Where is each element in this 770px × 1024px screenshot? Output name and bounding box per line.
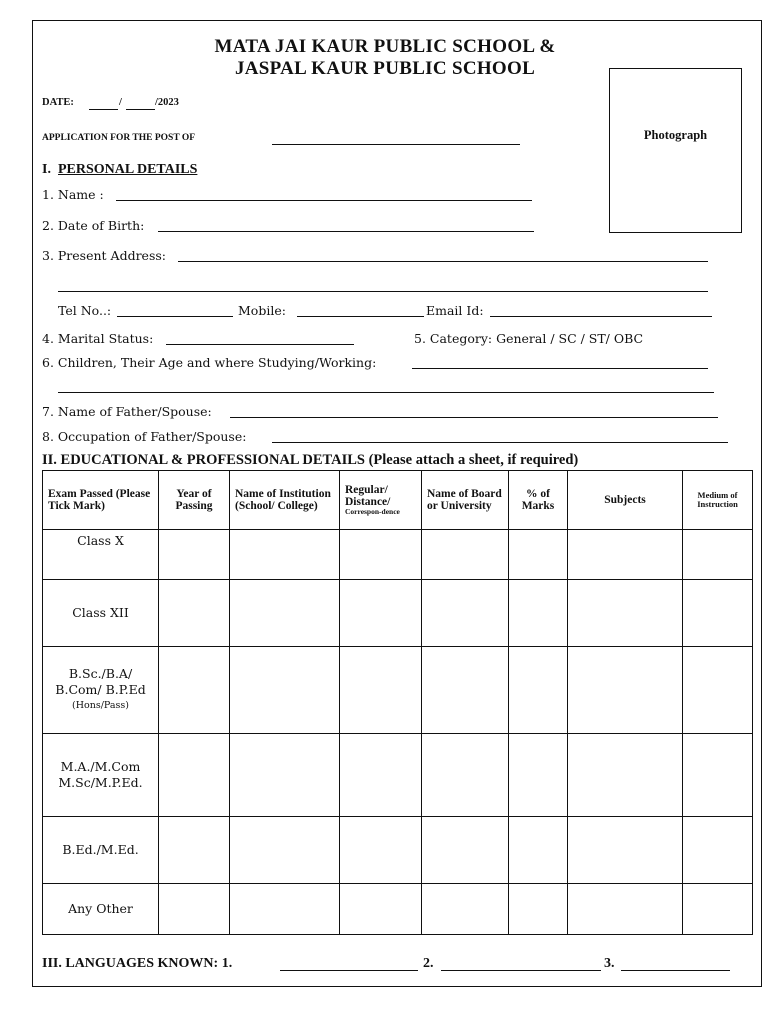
table-cell[interactable] bbox=[509, 817, 568, 884]
table-cell[interactable] bbox=[683, 884, 753, 935]
children-label: 6. Children, Their Age and where Studying/Working: bbox=[42, 355, 377, 370]
email-field[interactable] bbox=[490, 316, 712, 317]
table-cell[interactable] bbox=[340, 647, 422, 734]
photograph-label: Photograph bbox=[643, 128, 708, 142]
children-field-line2[interactable] bbox=[58, 392, 714, 393]
date-day-field[interactable] bbox=[89, 109, 118, 110]
row-exam-class-x[interactable]: Class X bbox=[43, 530, 159, 580]
table-row bbox=[43, 734, 753, 817]
table-cell[interactable] bbox=[568, 817, 683, 884]
table-cell[interactable] bbox=[230, 734, 340, 817]
col-mode bbox=[340, 471, 422, 530]
table-cell[interactable] bbox=[568, 647, 683, 734]
table-cell[interactable] bbox=[230, 580, 340, 647]
table-cell[interactable] bbox=[509, 734, 568, 817]
date-year: /2023 bbox=[155, 97, 179, 108]
table-cell[interactable] bbox=[422, 580, 509, 647]
table-cell[interactable] bbox=[340, 530, 422, 580]
dob-field[interactable] bbox=[158, 231, 534, 232]
table-cell[interactable] bbox=[568, 580, 683, 647]
col-medium: Medium of Instruction bbox=[683, 471, 753, 530]
dob-label: 2. Date of Birth: bbox=[42, 218, 145, 233]
father-spouse-label: 7. Name of Father/Spouse: bbox=[42, 404, 212, 419]
table-cell[interactable] bbox=[422, 884, 509, 935]
personal-section-title: PERSONAL DETAILS bbox=[58, 162, 198, 177]
marital-status-label: 4. Marital Status: bbox=[42, 331, 154, 346]
table-row bbox=[43, 647, 753, 734]
email-label: Email Id: bbox=[426, 303, 484, 318]
row-exam-graduation-note: (Hons/Pass) bbox=[72, 700, 129, 711]
col-subjects: Subjects bbox=[568, 471, 683, 530]
mobile-label: Mobile: bbox=[238, 303, 286, 318]
table-cell[interactable] bbox=[230, 884, 340, 935]
col-marks: % of Marks bbox=[509, 471, 568, 530]
occupation-field[interactable] bbox=[272, 442, 728, 443]
table-cell[interactable] bbox=[683, 817, 753, 884]
children-field-line1[interactable] bbox=[412, 368, 708, 369]
table-cell[interactable] bbox=[230, 647, 340, 734]
table-row bbox=[43, 580, 753, 647]
table-cell[interactable] bbox=[340, 884, 422, 935]
address-label: 3. Present Address: bbox=[42, 248, 166, 263]
row-exam-post-graduation[interactable]: M.A./M.Com M.Sc/M.P.Ed. bbox=[43, 734, 159, 817]
personal-section-number: I. bbox=[42, 162, 51, 177]
table-cell[interactable] bbox=[509, 884, 568, 935]
table-cell[interactable] bbox=[568, 530, 683, 580]
table-cell[interactable] bbox=[568, 884, 683, 935]
table-cell[interactable] bbox=[159, 884, 230, 935]
table-cell[interactable] bbox=[509, 647, 568, 734]
application-post-field[interactable] bbox=[272, 144, 520, 145]
table-cell[interactable] bbox=[340, 817, 422, 884]
language-1-field[interactable] bbox=[280, 970, 418, 971]
table-cell[interactable] bbox=[340, 580, 422, 647]
table-row bbox=[43, 884, 753, 935]
tel-field[interactable] bbox=[117, 316, 233, 317]
education-table bbox=[42, 470, 753, 935]
language-2-label: 2. bbox=[423, 956, 434, 971]
table-cell[interactable] bbox=[683, 647, 753, 734]
tel-label: Tel No..: bbox=[58, 303, 112, 318]
table-cell[interactable] bbox=[159, 817, 230, 884]
father-spouse-field[interactable] bbox=[230, 417, 718, 418]
photograph-box bbox=[609, 68, 742, 233]
language-2-field[interactable] bbox=[441, 970, 601, 971]
language-3-label: 3. bbox=[604, 956, 615, 971]
languages-label: III. LANGUAGES KNOWN: 1. bbox=[42, 956, 233, 971]
table-cell[interactable] bbox=[683, 734, 753, 817]
table-cell[interactable] bbox=[159, 530, 230, 580]
col-institution: Name of Institution (School/ College) bbox=[230, 471, 340, 530]
education-section-title: II. EDUCATIONAL & PROFESSIONAL DETAILS (Please attach a sheet, if required) bbox=[42, 452, 579, 468]
date-month-field[interactable] bbox=[126, 109, 155, 110]
occupation-label: 8. Occupation of Father/Spouse: bbox=[42, 429, 247, 444]
address-field-line2[interactable] bbox=[58, 291, 708, 292]
row-exam-any-other[interactable]: Any Other bbox=[43, 884, 159, 935]
application-post-label: APPLICATION FOR THE POST OF bbox=[42, 133, 196, 143]
table-cell[interactable] bbox=[159, 734, 230, 817]
table-row bbox=[43, 530, 753, 580]
table-cell[interactable] bbox=[422, 530, 509, 580]
table-cell[interactable] bbox=[159, 647, 230, 734]
col-board: Name of Board or University bbox=[422, 471, 509, 530]
table-cell[interactable] bbox=[683, 580, 753, 647]
col-mode-sub: Correspon-dence bbox=[345, 507, 400, 516]
table-cell[interactable] bbox=[230, 530, 340, 580]
language-3-field[interactable] bbox=[621, 970, 730, 971]
address-field-line1[interactable] bbox=[178, 261, 708, 262]
table-cell[interactable] bbox=[422, 817, 509, 884]
table-cell[interactable] bbox=[340, 734, 422, 817]
table-row bbox=[43, 817, 753, 884]
date-label: DATE: bbox=[42, 97, 74, 108]
table-cell[interactable] bbox=[230, 817, 340, 884]
table-cell[interactable] bbox=[509, 530, 568, 580]
school-name-line2: JASPAL KAUR PUBLIC SCHOOL bbox=[234, 58, 536, 79]
name-field[interactable] bbox=[116, 200, 532, 201]
table-cell[interactable] bbox=[159, 580, 230, 647]
col-mode-label: Regular/ Distance/ bbox=[345, 484, 391, 508]
table-cell[interactable] bbox=[683, 530, 753, 580]
col-exam-passed: Exam Passed (Please Tick Mark) bbox=[43, 471, 159, 530]
marital-status-field[interactable] bbox=[166, 344, 354, 345]
category-options[interactable]: 5. Category: General / SC / ST/ OBC bbox=[414, 331, 644, 346]
date-separator: / bbox=[119, 97, 122, 108]
row-exam-bed-med[interactable]: B.Ed./M.Ed. bbox=[43, 817, 159, 884]
table-cell[interactable] bbox=[568, 734, 683, 817]
table-header-row bbox=[43, 471, 753, 530]
mobile-field[interactable] bbox=[297, 316, 424, 317]
table-cell[interactable] bbox=[422, 734, 509, 817]
table-cell[interactable] bbox=[422, 647, 509, 734]
row-exam-graduation[interactable] bbox=[43, 647, 159, 734]
table-cell[interactable] bbox=[509, 580, 568, 647]
school-name-line1: MATA JAI KAUR PUBLIC SCHOOL & bbox=[214, 36, 556, 57]
row-exam-graduation-label: B.Sc./B.A/ B.Com/ B.P.Ed bbox=[55, 666, 146, 697]
col-year-of-passing: Year of Passing bbox=[159, 471, 230, 530]
name-label: 1. Name : bbox=[42, 187, 104, 202]
row-exam-class-xii[interactable]: Class XII bbox=[43, 580, 159, 647]
